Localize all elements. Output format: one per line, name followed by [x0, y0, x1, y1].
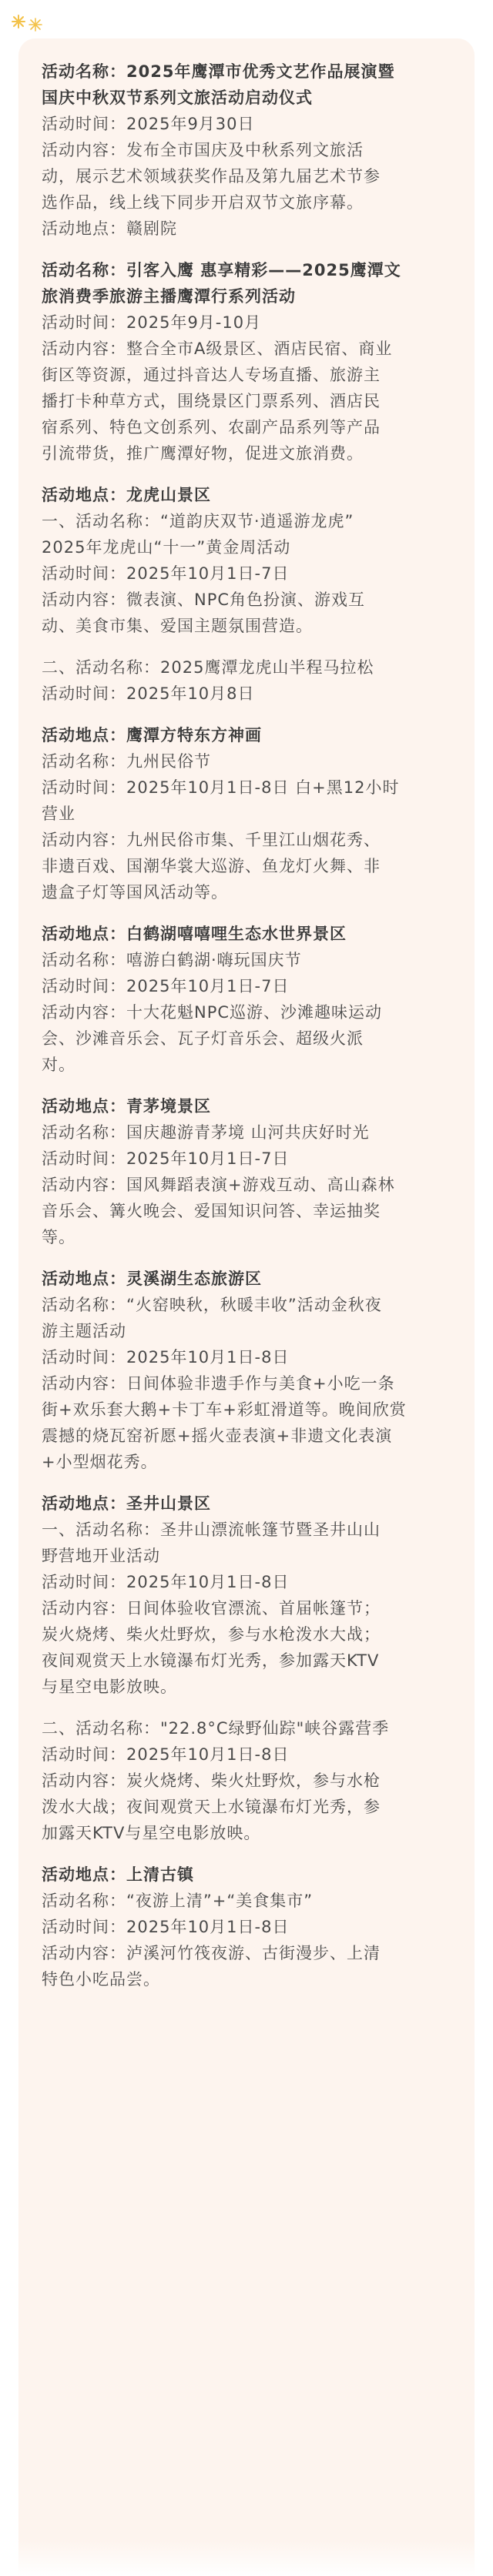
- activity-detail-line: 活动时间：2025年10月1日-8日: [42, 1573, 290, 1591]
- activity-heading-line: 活动地点：龙虎山景区: [42, 486, 211, 504]
- activity-detail-line: 活动时间：2025年10月1日-8日: [42, 1918, 290, 1936]
- activity-detail-line: 活动内容：九州民俗市集、千里江山烟花秀、: [42, 831, 381, 849]
- activity-detail-line: 炭火烧烤、柴火灶野炊，参与水枪泼水大战；: [42, 1625, 381, 1644]
- activity-section: [42, 722, 451, 905]
- activity-heading-line: 活动地点：上清古镇: [42, 1865, 194, 1884]
- activity-detail-line: 活动时间：2025年10月1日-7日: [42, 564, 290, 583]
- activity-detail-line: 活动名称：“火窑映秋，秋暖丰收”活动金秋夜: [42, 1296, 382, 1314]
- activity-detail-line: 街+欢乐套大鹅+卡丁车+彩虹滑道等。晚间欣赏: [42, 1400, 407, 1419]
- activity-detail-line: 二、活动名称：2025鹰潭龙虎山半程马拉松: [42, 658, 374, 677]
- activity-detail-line: 活动时间：2025年10月1日-8日: [42, 1348, 290, 1367]
- activity-heading-line: 活动名称：引客入鹰 惠享精彩——2025鹰潭文: [42, 261, 401, 279]
- activity-detail-line: 活动内容：日间体验非遗手作与美食+小吃一条: [42, 1374, 395, 1393]
- activity-detail-line: 营业: [42, 805, 75, 823]
- activity-detail-line: 震撼的烧瓦窑祈愿+摇火壶表演+非遗文化表演: [42, 1427, 393, 1445]
- activity-detail-line: 活动时间：2025年9月30日: [42, 115, 255, 133]
- activity-detail-line: 音乐会、篝火晚会、爱国知识问答、幸运抽奖: [42, 1202, 381, 1220]
- activity-detail-line: 夜间观赏天上水镜瀑布灯光秀，参加露天KTV: [42, 1651, 380, 1670]
- activity-detail-line: 选作品，线上线下同步开启双节文旅序幕。: [42, 193, 364, 212]
- activity-detail-line: 游主题活动: [42, 1322, 126, 1340]
- activity-heading-line: 活动名称：2025年鹰潭市优秀文艺作品展演暨: [42, 62, 395, 81]
- bottom-fade: [18, 2541, 475, 2576]
- activity-detail-line: 活动内容：十大花魁NPC巡游、沙滩趣味运动: [42, 1003, 383, 1022]
- activity-detail-line: 街区等资源，通过抖音达人专场直播、旅游主: [42, 366, 381, 384]
- activity-detail-line: 播打卡种草方式，围绕景区门票系列、酒店民: [42, 392, 381, 410]
- activity-detail-line: 活动名称：九州民俗节: [42, 752, 211, 771]
- activity-detail-line: 二、活动名称："22.8°C绿野仙踪"峡谷露营季: [42, 1719, 390, 1738]
- sparkle-decoration-icon: [11, 11, 46, 34]
- section-gap: [42, 1700, 451, 1715]
- activity-detail-line: 活动内容：国风舞蹈表演+游戏互动、高山森林: [42, 1176, 395, 1194]
- activity-detail-line: 活动内容：泸溪河竹筏夜游、古街漫步、上清: [42, 1944, 381, 1962]
- activity-detail-line: 活动名称：国庆趣游青茅境 山河共庆好时光: [42, 1123, 370, 1142]
- activity-detail-line: 加露天KTV与星空电影放映。: [42, 1824, 261, 1842]
- activity-detail-line: 活动内容：微表演、NPC角色扮演、游戏互: [42, 590, 366, 609]
- activity-detail-line: 野营地开业活动: [42, 1547, 160, 1565]
- activity-section: [42, 1266, 451, 1475]
- section-gap: [42, 639, 451, 654]
- activity-detail-line: 对。: [42, 1055, 75, 1074]
- activity-section: [42, 1490, 451, 1846]
- activity-detail-line: 活动内容：日间体验收官漂流、首届帐篷节；: [42, 1599, 381, 1618]
- activity-heading-line: 活动地点：青茅境景区: [42, 1097, 211, 1116]
- activity-detail-line: 活动时间：2025年10月1日-8日 白+黑12小时: [42, 778, 400, 797]
- activity-detail-line: 遗盒子灯等国风活动等。: [42, 883, 228, 902]
- activity-detail-line: 活动时间：2025年10月1日-7日: [42, 977, 290, 995]
- activity-section: [42, 59, 451, 242]
- activity-detail-line: 非遗百戏、国潮华裳大巡游、鱼龙灯火舞、非: [42, 857, 381, 875]
- activity-heading-line: 活动地点：圣井山景区: [42, 1494, 211, 1513]
- activity-detail-line: 活动地点：赣剧院: [42, 219, 177, 238]
- activity-detail-line: 宿系列、特色文创系列、农副产品系列等产品: [42, 418, 381, 437]
- activity-detail-line: 泼水大战；夜间观赏天上水镜瀑布灯光秀，参: [42, 1798, 381, 1816]
- activity-section: [42, 1862, 451, 1992]
- activity-detail-line: 特色小吃品尝。: [42, 1970, 160, 1989]
- activity-detail-line: 动，展示艺术领域获奖作品及第九届艺术节参: [42, 167, 381, 186]
- activity-heading-line: 活动地点：白鹤湖嘻嘻哩生态水世界景区: [42, 925, 347, 943]
- activity-detail-line: 活动时间：2025年10月8日: [42, 684, 255, 703]
- activity-list-card: [18, 38, 475, 2556]
- activity-detail-line: 活动时间：2025年9月-10月: [42, 313, 262, 332]
- activity-detail-line: 等。: [42, 1228, 75, 1246]
- activity-detail-line: 会、沙滩音乐会、瓦子灯音乐会、超级火派: [42, 1029, 364, 1048]
- activity-section: [42, 482, 451, 707]
- activity-detail-line: 活动内容：整合全市A级景区、酒店民宿、商业: [42, 340, 393, 358]
- activity-heading-line: 活动地点：鹰潭方特东方神画: [42, 726, 262, 744]
- activity-heading-line: 活动地点：灵溪湖生态旅游区: [42, 1270, 262, 1288]
- activity-detail-line: +小型烟花秀。: [42, 1453, 158, 1471]
- activity-detail-line: 活动时间：2025年10月1日-7日: [42, 1149, 290, 1168]
- activity-detail-line: 一、活动名称：“道韵庆双节·逍遥游龙虎”: [42, 512, 354, 530]
- activity-section: [42, 1093, 451, 1250]
- activity-heading-line: 国庆中秋双节系列文旅活动启动仪式: [42, 89, 313, 107]
- activity-detail-line: 与星空电影放映。: [42, 1678, 177, 1696]
- activity-detail-line: 活动时间：2025年10月1日-8日: [42, 1745, 290, 1764]
- activity-heading-line: 旅消费季旅游主播鹰潭行系列活动: [42, 287, 296, 306]
- activity-section: [42, 921, 451, 1078]
- activity-detail-line: 活动内容：发布全市国庆及中秋系列文旅活: [42, 141, 364, 159]
- activity-detail-line: 2025年龙虎山“十一”黄金周活动: [42, 538, 291, 557]
- activity-detail-line: 动、美食市集、爱国主题氛围营造。: [42, 617, 313, 635]
- activity-detail-line: 引流带货，推广鹰潭好物，促进文旅消费。: [42, 444, 364, 463]
- activity-section: [42, 257, 451, 467]
- activity-detail-line: 活动名称：“夜游上清”+“美食集市”: [42, 1892, 314, 1910]
- activity-detail-line: 活动名称：嘻游白鹤湖·嗨玩国庆节: [42, 951, 302, 969]
- activity-detail-line: 活动内容：炭火烧烤、柴火灶野炊，参与水枪: [42, 1771, 381, 1790]
- activity-detail-line: 一、活动名称：圣井山漂流帐篷节暨圣井山山: [42, 1521, 381, 1539]
